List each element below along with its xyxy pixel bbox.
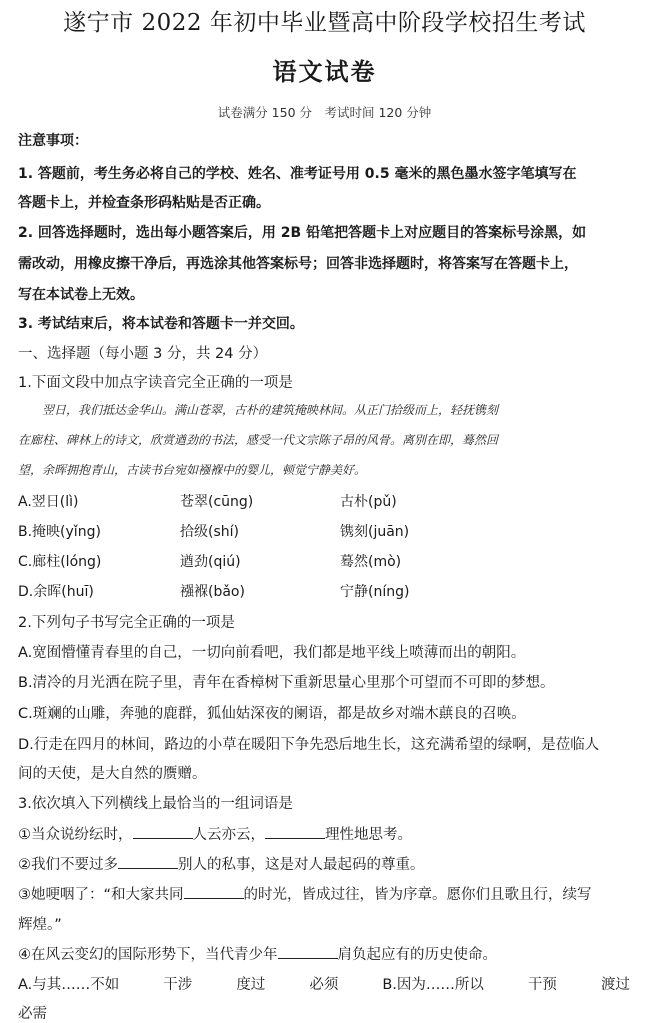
- q1-option-a3: 古朴(pǔ): [340, 494, 397, 510]
- q3-item-text: 人云亦云，: [192, 827, 265, 843]
- notice-line: 2. 回答选择题时，选出每小题答案后，用 2B 铅笔把答题卡上对应题目的答案标号涂黑，如: [18, 225, 587, 241]
- exam-meta: 试卷满分 150 分 考试时间 120 分钟: [217, 105, 432, 120]
- notice-line: 需改动，用橡皮擦干净后，再选涂其他答案标号；回答非选择题时，将答案写在答题卡上，: [18, 256, 578, 272]
- q3-item-text: ④在风云变幻的国际形势下，当代青少年: [18, 947, 278, 963]
- notice-line: 答题卡上，并检查条形码粘贴是否正确。: [18, 195, 270, 211]
- q3-item-text: ①当众说纷纭时，: [18, 827, 133, 843]
- notice-line: 3. 考试结束后，将本试卷和答题卡一并交回。: [18, 316, 304, 332]
- passage-line: 翌日，我们抵达金华山。满山苍翠，古朴的建筑掩映林间。从正门拾级而上，轻抚镌刻: [18, 403, 499, 417]
- q3-option-tail: 必需: [18, 1006, 47, 1022]
- q3-item-continued: 辉煌。”: [18, 917, 62, 933]
- answer-blank: [133, 824, 193, 839]
- q3-item-text: ③她哽咽了：“和大家共同: [18, 887, 184, 903]
- q2-option: C.斑斓的山雕，奔驰的鹿群，狐仙姑深夜的阑语，都是故乡对端木蕻良的召唤。: [18, 706, 526, 722]
- section-heading: 一、选择题（每小题 3 分，共 24 分）: [18, 346, 268, 362]
- q3-item-text: 肩负起应有的历史使命。: [337, 947, 497, 963]
- q1-option-d3: 宁静(níng): [340, 584, 410, 600]
- paper-subtitle: 语文试卷: [272, 57, 377, 86]
- answer-blank: [265, 824, 325, 839]
- q3-item-text: ②我们不要过多: [18, 857, 118, 873]
- q3-item-text: 别人的私事，这是对人最起码的尊重。: [178, 857, 425, 873]
- exam-title: 遂宁市 2022 年初中毕业暨高中阶段学校招生考试: [63, 10, 586, 36]
- q3-option: 度过: [236, 977, 266, 993]
- q1-option-d1: D.余晖(huī): [18, 584, 94, 600]
- q1-option-c2: 遒劲(qiú): [180, 554, 241, 570]
- q3-option: 干预: [527, 977, 557, 993]
- notice-line: 1. 答题前，考生务必将自己的学校、姓名、准考证号用 0.5 毫米的黑色墨水签字笔填写在: [18, 166, 577, 182]
- q3-option: B.因为……所以: [382, 977, 484, 993]
- q3-item: [18, 883, 637, 904]
- q1-option-c3: 蓦然(mò): [340, 554, 402, 570]
- q2-option: B.清冷的月光洒在院子里，青年在香樟树下重新思量心里那个可望而不可即的梦想。: [18, 675, 555, 691]
- q1-option-c1: C.廊柱(lóng): [18, 554, 102, 570]
- answer-blank: [118, 854, 178, 869]
- q3-options-row: [18, 973, 630, 994]
- q1-option-b1: B.掩映(yǐng): [18, 524, 101, 540]
- q3-item-text: 的时光，皆成过往，皆为序章。愿你们且歌且行，续写: [243, 887, 592, 903]
- q1-option-a1: A.翌日(lì): [18, 494, 79, 510]
- q1-option-d2: 襁褓(bǎo): [180, 584, 245, 600]
- answer-blank: [278, 944, 338, 959]
- notice-heading: 注意事项：: [18, 133, 88, 149]
- q3-option: 必须: [309, 977, 339, 993]
- passage-line: 在廊柱、碑林上的诗文，欣赏遒劲的书法，感受一代文宗陈子昂的风骨。离别在即，蓦然回: [18, 433, 499, 447]
- q2-option: 间的天使，是大自然的赝赠。: [18, 766, 207, 782]
- q2-option: A.宽囿懵懂青春里的自己，一切向前看吧，我们都是地平线上喷薄而出的朝阳。: [18, 645, 526, 661]
- q3-option: 干涉: [163, 977, 193, 993]
- q3-option: 渡过: [600, 977, 630, 993]
- q1-option-a2: 苍翠(cūng): [180, 494, 254, 510]
- q1-option-b2: 拾级(shí): [180, 524, 239, 540]
- notice-line: 写在本试卷上无效。: [18, 287, 144, 303]
- q3-item-text: 理性地思考。: [325, 827, 412, 843]
- q1-option-b3: 镌刻(juān): [340, 524, 410, 540]
- answer-blank: [184, 884, 244, 899]
- q3-item: [18, 853, 637, 874]
- q3-option: A.与其……不如: [18, 977, 120, 993]
- q3-item: [18, 943, 637, 964]
- question-stem: 3.依次填入下列横线上最恰当的一组词语是: [18, 796, 293, 812]
- q3-item: [18, 823, 637, 844]
- question-stem: 1.下面文段中加点字读音完全正确的一项是: [18, 375, 293, 391]
- q2-option: D.行走在四月的林间，路边的小草在暖阳下争先恐后地生长，这充满希望的绿啊，是莅临人: [18, 737, 600, 753]
- question-stem: 2.下列句子书写完全正确的一项是: [18, 615, 235, 631]
- passage-line: 望，余晖拥抱青山，古读书台宛如襁褓中的婴儿，顿觉宁静美好。: [18, 463, 367, 477]
